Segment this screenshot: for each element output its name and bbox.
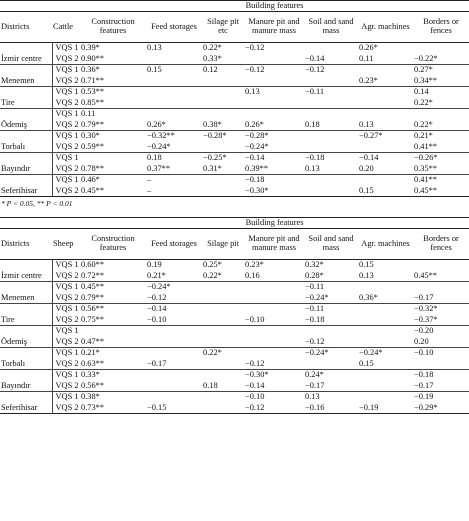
table-row <box>0 186 469 197</box>
district-name: Bayındır <box>1 164 31 174</box>
correlation-value: −0.28* <box>203 131 227 141</box>
correlation-value: 0.38* <box>203 119 222 129</box>
correlation-value: 0.72** <box>81 270 105 280</box>
correlation-value: 0.39** <box>245 163 269 173</box>
correlation-value: −0.14 <box>245 153 265 163</box>
column-header-row <box>0 12 469 43</box>
correlation-value: −0.18 <box>245 175 265 185</box>
correlation-value: −0.24* <box>305 348 329 358</box>
sheep-correlation-table <box>0 217 469 414</box>
correlation-value: −0.12 <box>245 358 265 368</box>
correlation-value: 0.78** <box>81 163 105 173</box>
vqs-label: VQS 1 <box>52 65 80 76</box>
table-body <box>0 43 469 197</box>
correlation-value <box>202 87 244 98</box>
group-header: Building features <box>245 1 304 11</box>
district-name: Ödemiş <box>1 120 28 130</box>
district-name: Tire <box>1 315 15 325</box>
vqs-label: VQS 1 <box>52 131 80 142</box>
correlation-value <box>358 337 413 348</box>
vqs-label: VQS 1 <box>52 304 80 315</box>
table-row <box>0 109 469 120</box>
correlation-value <box>244 326 304 337</box>
correlation-value: 0.30* <box>81 131 100 141</box>
correlation-value: −0.24* <box>359 348 383 358</box>
correlation-value <box>202 403 244 414</box>
correlation-value <box>202 337 244 348</box>
correlation-value <box>413 109 469 120</box>
correlation-value <box>244 293 304 304</box>
vqs-label: VQS 1 <box>52 326 80 337</box>
correlation-value <box>80 326 146 337</box>
vqs-label: VQS 2 <box>52 359 80 370</box>
correlation-value: 0.59** <box>81 141 105 151</box>
correlation-value: 0.79** <box>81 119 105 129</box>
table-row <box>0 87 469 98</box>
table-row <box>0 381 469 392</box>
table-row <box>0 348 469 359</box>
correlation-value: −0.12 <box>245 43 265 53</box>
table-row <box>0 271 469 282</box>
correlation-value: −0.12 <box>305 336 325 346</box>
vqs-label: VQS 1 <box>52 392 80 403</box>
correlation-value: −0.27* <box>359 131 383 141</box>
correlation-value: −0.26* <box>414 153 438 163</box>
correlation-value: −0.24* <box>245 141 269 151</box>
col-borders: Borders or fences <box>423 234 459 252</box>
correlation-value: 0.19 <box>147 260 162 270</box>
correlation-value: −0.30* <box>245 370 269 380</box>
correlation-value: −0.15 <box>147 402 167 412</box>
correlation-value: 0.13 <box>147 43 162 53</box>
correlation-value: 0.21* <box>81 348 100 358</box>
correlation-value: 0.24* <box>305 370 324 380</box>
correlation-value: −0.12 <box>245 65 265 75</box>
correlation-value: 0.18 <box>203 380 218 390</box>
correlation-value: 0.56** <box>81 380 105 390</box>
correlation-value <box>244 98 304 109</box>
correlation-value <box>146 337 202 348</box>
table-row <box>0 65 469 76</box>
correlation-value <box>244 282 304 293</box>
table-row <box>0 153 469 164</box>
col-machines: Agr. machines <box>361 21 410 31</box>
table-row <box>0 392 469 403</box>
correlation-value <box>304 142 358 153</box>
table-row <box>0 43 469 54</box>
correlation-value: −0.17 <box>305 380 325 390</box>
correlation-value: 0.71** <box>81 75 105 85</box>
correlation-value: 0.22* <box>203 270 222 280</box>
correlation-value: 0.13 <box>305 163 320 173</box>
col-animal: Cattle <box>53 21 74 31</box>
vqs-label: VQS 2 <box>52 293 80 304</box>
correlation-value: 0.32* <box>305 260 324 270</box>
correlation-value: 0.21* <box>147 270 166 280</box>
correlation-value: −0.20 <box>414 326 434 336</box>
correlation-value: 0.41** <box>414 175 438 185</box>
correlation-value: 0.63** <box>81 358 105 368</box>
correlation-value <box>358 98 413 109</box>
col-feed: Feed storages <box>151 238 197 248</box>
vqs-label: VQS 1 <box>52 153 80 164</box>
vqs-label: VQS 2 <box>52 98 80 109</box>
vqs-label: VQS 2 <box>52 164 80 175</box>
correlation-value: 0.22* <box>203 348 222 358</box>
correlation-value <box>358 370 413 381</box>
correlation-value <box>413 282 469 293</box>
correlation-value <box>146 392 202 403</box>
district-name: Tire <box>1 98 15 108</box>
correlation-value: 0.36* <box>81 65 100 75</box>
correlation-value <box>202 142 244 153</box>
correlation-value <box>202 326 244 337</box>
correlation-value <box>202 76 244 87</box>
correlation-value: 0.13 <box>359 119 374 129</box>
correlation-value <box>244 76 304 87</box>
district-name: Seferihisar <box>1 403 38 413</box>
district-name: İzmir centre <box>1 271 42 281</box>
correlation-value: −0.24* <box>147 282 171 292</box>
correlation-value: 0.11 <box>81 109 96 119</box>
correlation-value: 0.15 <box>147 65 162 75</box>
column-header-row <box>0 229 469 260</box>
correlation-value: −0.25* <box>203 153 227 163</box>
correlation-value <box>413 43 469 54</box>
correlation-value <box>146 54 202 65</box>
table-row <box>0 260 469 271</box>
correlation-value <box>202 315 244 326</box>
correlation-value: 0.45** <box>81 185 105 195</box>
correlation-value: −0.12 <box>147 292 167 302</box>
district-name: Menemen <box>1 76 35 86</box>
vqs-label: VQS 2 <box>52 120 80 131</box>
correlation-value <box>358 381 413 392</box>
correlation-value <box>304 186 358 197</box>
correlation-value: 0.16 <box>245 270 260 280</box>
correlation-value: −0.10 <box>245 392 265 402</box>
table-row <box>0 131 469 142</box>
vqs-label: VQS 2 <box>52 54 80 65</box>
correlation-value <box>304 109 358 120</box>
correlation-value: 0.21* <box>414 131 433 141</box>
correlation-value: 0.79** <box>81 292 105 302</box>
correlation-value: −0.14 <box>147 304 167 314</box>
correlation-value <box>304 76 358 87</box>
correlation-value: −0.22* <box>414 53 438 63</box>
correlation-value: 0.90** <box>81 53 105 63</box>
correlation-value: −0.17 <box>414 380 434 390</box>
correlation-value <box>413 260 469 271</box>
col-soil: Soil and sand mass <box>308 17 354 35</box>
correlation-value <box>358 304 413 315</box>
correlation-value <box>358 326 413 337</box>
correlation-value: 0.22* <box>414 119 433 129</box>
correlation-value: 0.33* <box>203 53 222 63</box>
correlation-value <box>146 109 202 120</box>
col-districts: Districts <box>1 21 30 31</box>
correlation-value: 0.22* <box>203 43 222 53</box>
correlation-value: 0.56** <box>81 304 105 314</box>
correlation-value: 0.47** <box>81 336 105 346</box>
correlation-value: −0.32** <box>147 131 175 141</box>
correlation-value <box>146 370 202 381</box>
col-silage: Silage pit <box>207 238 239 248</box>
correlation-value: −0.11 <box>305 304 325 314</box>
vqs-label: VQS 2 <box>52 315 80 326</box>
correlation-value: 0.28* <box>305 270 324 280</box>
correlation-value: 0.18 <box>147 153 162 163</box>
col-feed: Feed storages <box>151 21 197 31</box>
correlation-value: −0.18 <box>305 153 325 163</box>
table-row <box>0 282 469 293</box>
table-row <box>0 403 469 414</box>
table-row <box>0 54 469 65</box>
correlation-value: 0.25* <box>203 260 222 270</box>
correlation-value: 0.39* <box>81 43 100 53</box>
correlation-value: −0.32* <box>414 304 438 314</box>
correlation-value: 0.15 <box>359 358 374 368</box>
correlation-value: 0.53** <box>81 87 105 97</box>
correlation-value <box>358 142 413 153</box>
correlation-value: 0.11 <box>359 53 374 63</box>
correlation-value: 0.60** <box>81 260 105 270</box>
correlation-value: −0.11 <box>305 282 325 292</box>
correlation-value: – <box>147 185 152 195</box>
correlation-value <box>244 109 304 120</box>
correlation-value: 0.20 <box>414 336 429 346</box>
table-row <box>0 98 469 109</box>
table-row <box>0 304 469 315</box>
col-districts: Districts <box>1 238 30 248</box>
table-row <box>0 76 469 87</box>
correlation-value: 0.35** <box>414 163 438 173</box>
correlation-value <box>202 175 244 186</box>
correlation-value: −0.24* <box>305 292 329 302</box>
table-row <box>0 359 469 370</box>
vqs-label: VQS 2 <box>52 76 80 87</box>
correlation-value <box>146 348 202 359</box>
correlation-value: 0.23* <box>359 75 378 85</box>
vqs-label: VQS 2 <box>52 186 80 197</box>
district-name: Menemen <box>1 293 35 303</box>
correlation-value: −0.19 <box>414 392 434 402</box>
correlation-value <box>304 359 358 370</box>
correlation-value: 0.18 <box>305 119 320 129</box>
correlation-value <box>202 304 244 315</box>
correlation-value <box>202 392 244 403</box>
correlation-value: 0.26* <box>245 119 264 129</box>
correlation-value <box>304 43 358 54</box>
table-row <box>0 120 469 131</box>
correlation-value <box>146 98 202 109</box>
correlation-value <box>146 381 202 392</box>
correlation-value <box>413 359 469 370</box>
correlation-value: 0.73** <box>81 402 105 412</box>
correlation-value <box>304 326 358 337</box>
vqs-label: VQS 2 <box>52 337 80 348</box>
vqs-label: VQS 2 <box>52 142 80 153</box>
correlation-value: 0.31* <box>203 163 222 173</box>
table-row <box>0 175 469 186</box>
correlation-value: 0.20 <box>359 163 374 173</box>
correlation-value: 0.33* <box>81 370 100 380</box>
col-construction: Construction features <box>91 234 135 252</box>
correlation-value <box>202 293 244 304</box>
correlation-value: −0.17 <box>147 358 167 368</box>
correlation-value: −0.10 <box>245 314 265 324</box>
vqs-label: VQS 1 <box>52 175 80 186</box>
correlation-value: 0.15 <box>359 260 374 270</box>
district-name: İzmir centre <box>1 54 42 64</box>
correlation-value: −0.10 <box>147 314 167 324</box>
correlation-value <box>358 315 413 326</box>
correlation-value <box>202 98 244 109</box>
table-row <box>0 142 469 153</box>
correlation-value: −0.19 <box>359 402 379 412</box>
correlation-value: −0.18 <box>305 314 325 324</box>
correlation-value: −0.37* <box>414 314 438 324</box>
correlation-value: 0.85** <box>81 97 105 107</box>
correlation-value <box>358 87 413 98</box>
correlation-value: 0.14 <box>414 87 429 97</box>
correlation-value: −0.12 <box>305 65 325 75</box>
group-header: Building features <box>245 218 304 228</box>
col-manure: Manure pit and manure mass <box>248 234 300 252</box>
correlation-value <box>146 87 202 98</box>
correlation-value: – <box>147 175 152 185</box>
correlation-value: 0.26* <box>147 119 166 129</box>
group-header-row <box>0 218 469 229</box>
col-silage: Silage pit etc <box>207 17 239 35</box>
correlation-value: −0.14 <box>305 53 325 63</box>
table-row <box>0 293 469 304</box>
correlation-value <box>146 76 202 87</box>
correlation-value <box>358 282 413 293</box>
correlation-value <box>202 186 244 197</box>
correlation-value: −0.17 <box>414 292 434 302</box>
correlation-value: −0.18 <box>414 370 434 380</box>
correlation-value <box>358 392 413 403</box>
correlation-value: −0.14 <box>245 380 265 390</box>
correlation-value: −0.16 <box>305 402 325 412</box>
vqs-label: VQS 1 <box>52 370 80 381</box>
correlation-value <box>358 109 413 120</box>
correlation-value <box>304 175 358 186</box>
correlation-value: −0.29* <box>414 402 438 412</box>
col-machines: Agr. machines <box>361 238 410 248</box>
vqs-label: VQS 1 <box>52 109 80 120</box>
correlation-value: 0.27* <box>414 65 433 75</box>
vqs-label: VQS 2 <box>52 271 80 282</box>
correlation-value: 0.41** <box>414 141 438 151</box>
correlation-value <box>202 370 244 381</box>
vqs-label: VQS 1 <box>52 260 80 271</box>
correlation-value: 0.75** <box>81 314 105 324</box>
district-name: Torbalı <box>1 142 26 152</box>
correlation-value: −0.10 <box>414 348 434 358</box>
correlation-value <box>244 348 304 359</box>
correlation-value: 0.26* <box>359 43 378 53</box>
correlation-value <box>244 337 304 348</box>
table-row <box>0 370 469 381</box>
correlation-value <box>244 304 304 315</box>
table-row <box>0 326 469 337</box>
correlation-value: 0.13 <box>305 392 320 402</box>
col-animal: Sheep <box>53 238 74 248</box>
correlation-value: 0.15 <box>359 185 374 195</box>
correlation-value: 0.13 <box>245 87 260 97</box>
district-name: Ödemiş <box>1 337 28 347</box>
vqs-label: VQS 2 <box>52 403 80 414</box>
vqs-label: VQS 2 <box>52 381 80 392</box>
cattle-correlation-table <box>0 0 469 197</box>
correlation-value <box>358 65 413 76</box>
correlation-value: 0.45** <box>414 270 438 280</box>
correlation-value <box>304 98 358 109</box>
correlation-value: 0.45** <box>81 282 105 292</box>
correlation-value <box>146 326 202 337</box>
col-soil: Soil and sand mass <box>308 234 354 252</box>
vqs-label: VQS 1 <box>52 43 80 54</box>
correlation-value: 0.46* <box>81 175 100 185</box>
district-name: Seferihisar <box>1 186 38 196</box>
correlation-value <box>202 109 244 120</box>
district-name: Bayındır <box>1 381 31 391</box>
vqs-label: VQS 1 <box>52 348 80 359</box>
correlation-value: −0.24* <box>147 141 171 151</box>
correlation-value: −0.30* <box>245 185 269 195</box>
correlation-value: 0.12 <box>203 65 218 75</box>
correlation-value: 0.22* <box>414 97 433 107</box>
correlation-value <box>80 153 146 164</box>
vqs-label: VQS 1 <box>52 282 80 293</box>
col-borders: Borders or fences <box>423 17 459 35</box>
col-manure: Manure pit and manure mass <box>248 17 300 35</box>
significance-note: * P < 0.05, ** P < 0.01 <box>1 199 73 208</box>
correlation-value: 0.37** <box>147 163 171 173</box>
correlation-value: 0.38* <box>81 392 100 402</box>
correlation-value <box>202 282 244 293</box>
correlation-value: −0.28* <box>245 131 269 141</box>
correlation-value: 0.36* <box>359 292 378 302</box>
correlation-value: 0.13 <box>359 270 374 280</box>
correlation-value <box>304 131 358 142</box>
correlation-value <box>202 359 244 370</box>
group-header-row <box>0 1 469 12</box>
correlation-value <box>358 175 413 186</box>
correlation-value <box>244 54 304 65</box>
col-construction: Construction features <box>91 17 135 35</box>
table-row <box>0 164 469 175</box>
table-row <box>0 315 469 326</box>
district-name: Torbalı <box>1 359 26 369</box>
correlation-value: 0.23* <box>245 260 264 270</box>
table-row <box>0 337 469 348</box>
correlation-value: 0.45** <box>414 185 438 195</box>
table-body <box>0 260 469 414</box>
correlation-value: −0.12 <box>245 402 265 412</box>
correlation-value: −0.11 <box>305 87 325 97</box>
vqs-label: VQS 1 <box>52 87 80 98</box>
correlation-value: −0.14 <box>359 153 379 163</box>
correlation-value: 0.34** <box>414 75 438 85</box>
